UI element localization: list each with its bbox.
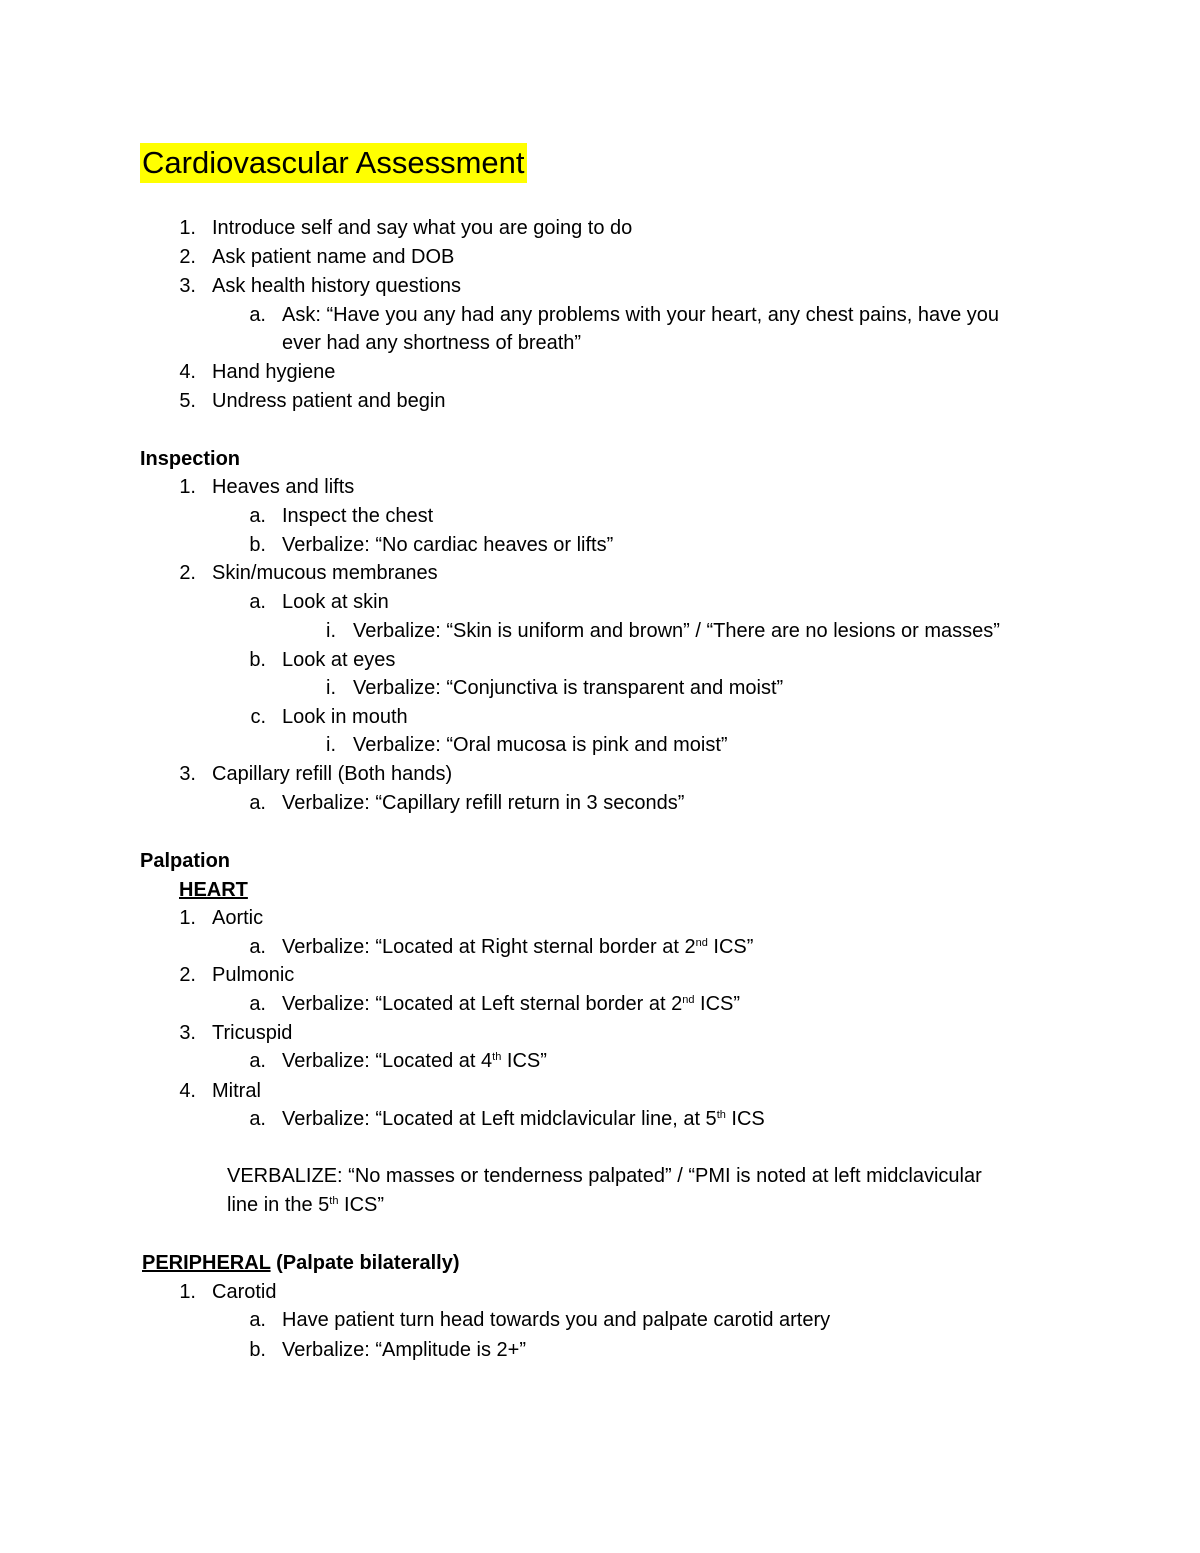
- list-marker: 4.: [179, 1080, 196, 1102]
- heart-heading: HEART: [179, 879, 248, 901]
- list-item-text: Verbalize: “Skin is uniform and brown” / “There are no lesions or masses”: [353, 620, 1000, 642]
- list-item-text: Aortic: [212, 907, 264, 929]
- list-item-text: Pulmonic: [212, 964, 295, 986]
- list-item-text: Hand hygiene: [212, 361, 336, 383]
- list-item-text: Skin/mucous membranes: [212, 562, 438, 584]
- list-marker: a.: [249, 1108, 266, 1130]
- palpation-heading: Palpation: [140, 850, 231, 872]
- list-item-text: Have patient turn head towards you and palpate carotid artery: [282, 1309, 831, 1331]
- list-marker: b.: [249, 534, 266, 556]
- list-item-text: ever had any shortness of breath”: [282, 332, 582, 354]
- list-marker: 1.: [179, 1281, 196, 1303]
- peripheral-heading-note: (Palpate bilaterally): [270, 1252, 460, 1274]
- list-marker: i.: [326, 677, 336, 699]
- list-marker: 3.: [179, 275, 196, 297]
- list-item-text: Ask patient name and DOB: [212, 246, 455, 268]
- list-item-text: Look at eyes: [282, 649, 396, 671]
- list-marker: 4.: [179, 361, 196, 383]
- list-marker: b.: [249, 1339, 266, 1361]
- list-marker: 2.: [179, 562, 196, 584]
- list-item-text: Look in mouth: [282, 706, 408, 728]
- list-item-text: Heaves and lifts: [212, 476, 355, 498]
- list-marker: a.: [249, 936, 266, 958]
- list-marker: a.: [249, 591, 266, 613]
- list-marker: a.: [249, 1050, 266, 1072]
- list-marker: 1.: [179, 476, 196, 498]
- document-title: Cardiovascular Assessment: [140, 143, 527, 183]
- verbalize-note-line2: line in the 5th ICS”: [227, 1194, 385, 1216]
- list-item-text: Capillary refill (Both hands): [212, 763, 453, 785]
- list-item-text: Mitral: [212, 1080, 261, 1102]
- list-marker: a.: [249, 505, 266, 527]
- list-item-text: Ask: “Have you any had any problems with your heart, any chest pains, have you: [282, 304, 1000, 326]
- list-item-text: Look at skin: [282, 591, 389, 613]
- list-item-text: Tricuspid: [212, 1022, 293, 1044]
- list-marker: a.: [249, 792, 266, 814]
- list-item-text: Carotid: [212, 1281, 277, 1303]
- peripheral-heading-label: PERIPHERAL: [142, 1252, 271, 1274]
- list-marker: 2.: [179, 246, 196, 268]
- verbalize-note-line1: VERBALIZE: “No masses or tenderness palpated” / “PMI is noted at left midclavicular: [227, 1165, 982, 1187]
- list-marker: b.: [249, 649, 266, 671]
- list-item-text: Verbalize: “Located at Right sternal border at 2nd ICS”: [282, 936, 754, 958]
- list-marker: 1.: [179, 907, 196, 929]
- list-item-text: Introduce self and say what you are going to do: [212, 217, 633, 239]
- list-marker: c.: [250, 706, 266, 728]
- list-marker: 1.: [179, 217, 196, 239]
- list-marker: 3.: [179, 1022, 196, 1044]
- list-marker: 5.: [179, 390, 196, 412]
- list-item-text: Verbalize: “No cardiac heaves or lifts”: [282, 534, 614, 556]
- list-item-text: Inspect the chest: [282, 505, 434, 527]
- list-marker: a.: [249, 993, 266, 1015]
- list-item-text: Verbalize: “Capillary refill return in 3 seconds”: [282, 792, 685, 814]
- list-marker: 3.: [179, 763, 196, 785]
- list-item-text: Verbalize: “Located at Left sternal border at 2nd ICS”: [282, 993, 741, 1015]
- list-marker: i.: [326, 734, 336, 756]
- list-marker: a.: [249, 304, 266, 326]
- list-item-text: Verbalize: “Amplitude is 2+”: [282, 1339, 527, 1361]
- list-item-text: Ask health history questions: [212, 275, 462, 297]
- list-item-text: Verbalize: “Conjunctiva is transparent and moist”: [353, 677, 784, 699]
- list-marker: a.: [249, 1309, 266, 1331]
- inspection-heading: Inspection: [140, 448, 241, 470]
- list-item-text: Undress patient and begin: [212, 390, 446, 412]
- list-item-text: Verbalize: “Located at Left midclavicular line, at 5th ICS: [282, 1108, 765, 1130]
- peripheral-heading: [142, 1249, 460, 1277]
- list-marker: 2.: [179, 964, 196, 986]
- list-item-text: Verbalize: “Located at 4th ICS”: [282, 1050, 547, 1072]
- list-marker: i.: [326, 620, 336, 642]
- list-item-text: Verbalize: “Oral mucosa is pink and moist”: [353, 734, 728, 756]
